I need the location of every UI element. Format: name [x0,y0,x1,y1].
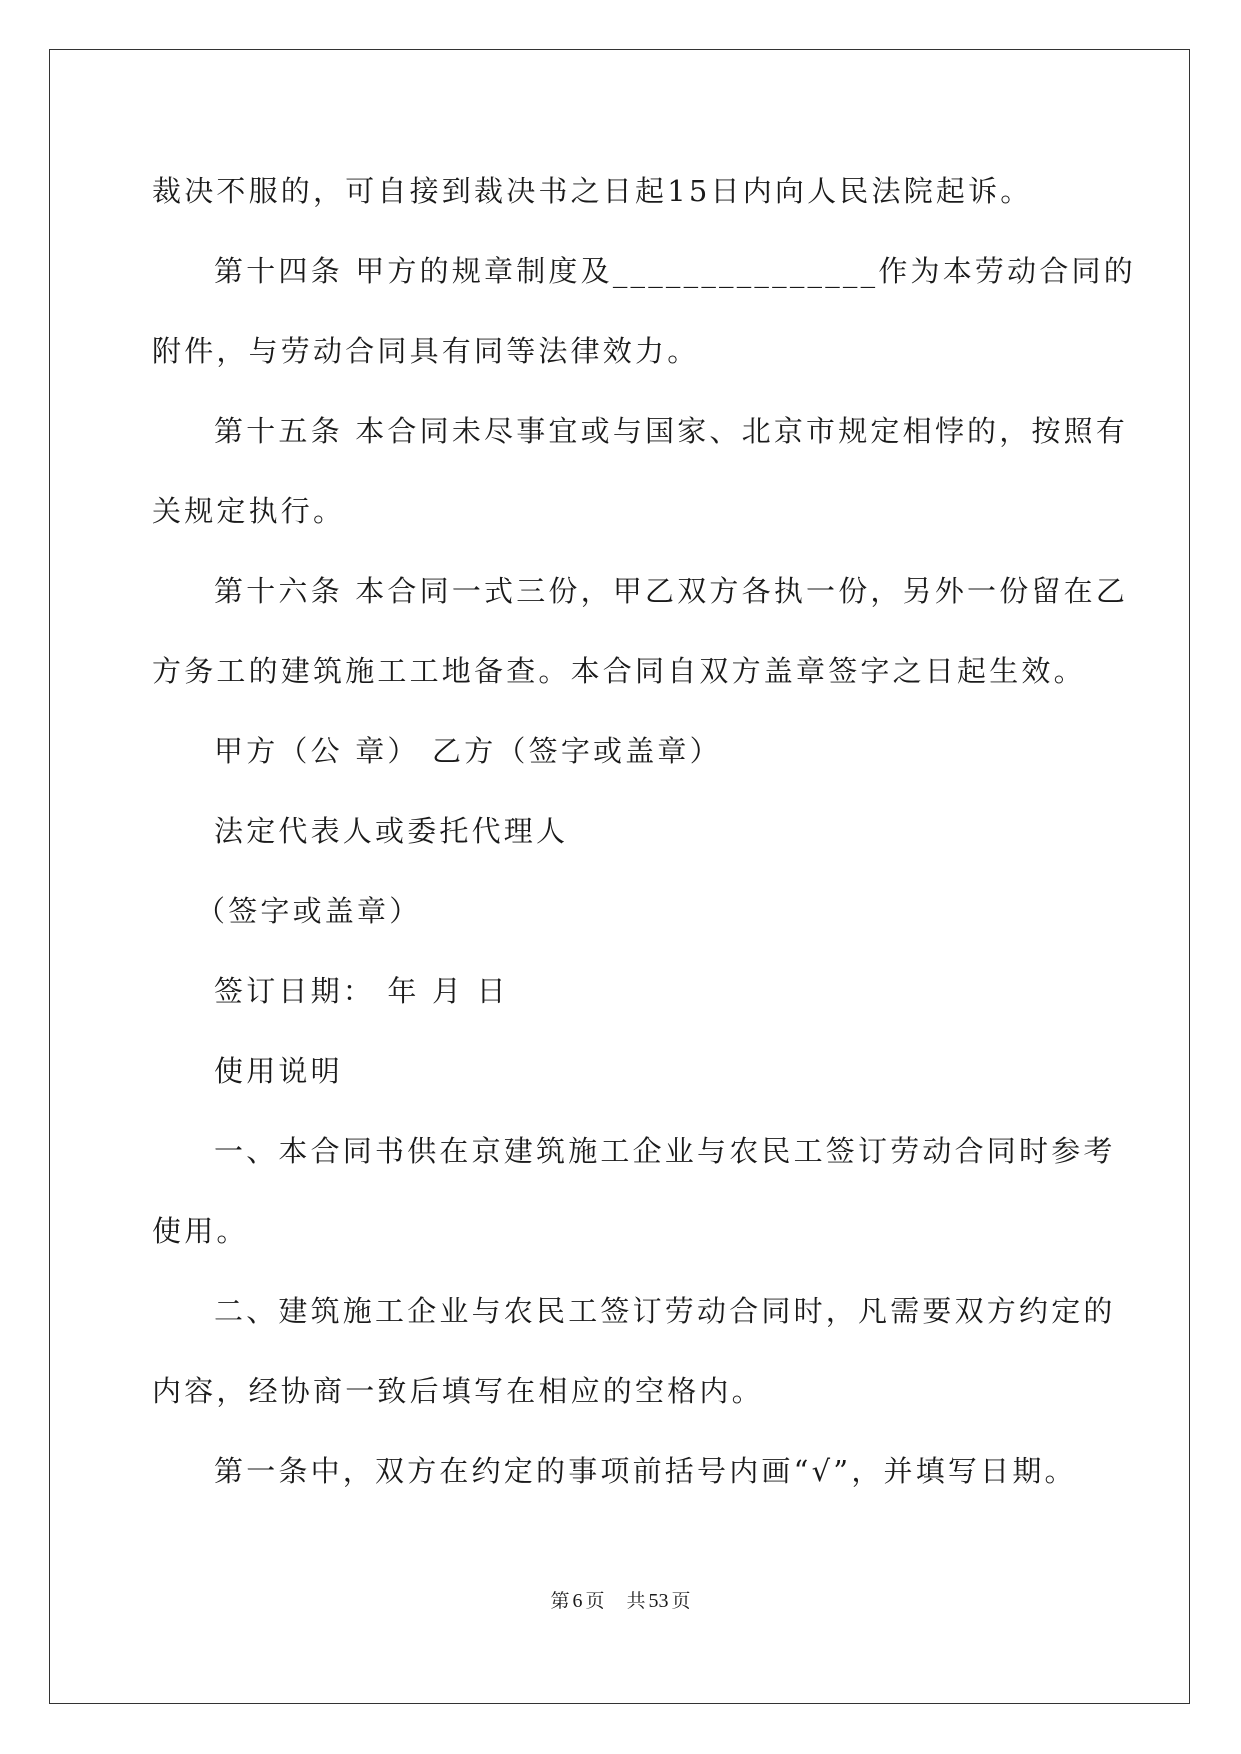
footer-total-suffix: 页 [671,1590,691,1612]
text-line: 第十五条 本合同未尽事宜或与国家、北京市规定相悖的，按照有 [214,414,1129,448]
text-line: 一、本合同书供在京建筑施工企业与农民工签订劳动合同时参考 [214,1134,1116,1168]
text-line: 第十四条 甲方的规章制度及_______________作为本劳动合同的 [214,254,1136,288]
footer-page-suffix: 页 [585,1590,605,1612]
section-heading: 使用说明 [214,1054,343,1088]
text-line: 裁决不服的，可自接到裁决书之日起15日内向人民法院起诉。 [152,174,1033,208]
text-line: 第一条中，双方在约定的事项前括号内画“√”，并填写日期。 [214,1454,1077,1488]
text-line: 使用。 [152,1214,249,1248]
page-number: 6 [572,1590,583,1612]
text-line: 二、建筑施工企业与农民工签订劳动合同时，凡需要双方约定的 [214,1294,1116,1328]
text-line: 附件，与劳动合同具有同等法律效力。 [152,334,700,368]
total-pages: 53 [648,1590,669,1612]
text-line: 甲方（公 章） 乙方（签字或盖章） [214,734,722,768]
text-line: 方务工的建筑施工工地备查。本合同自双方盖章签字之日起生效。 [152,654,1086,688]
text-line: 关规定执行。 [152,494,346,528]
text-line: 内容，经协商一致后填写在相应的空格内。 [152,1374,764,1408]
text-line: 法定代表人或委托代理人 [214,814,569,848]
page-footer [0,1586,1241,1613]
text-line: 签订日期： 年 月 日 [214,974,509,1008]
text-line: （签字或盖章） [196,894,422,928]
text-line: 第十六条 本合同一式三份，甲乙双方各执一份，另外一份留在乙 [214,574,1129,608]
footer-total-prefix: 共 [626,1590,646,1612]
footer-prefix: 第 [550,1590,570,1612]
